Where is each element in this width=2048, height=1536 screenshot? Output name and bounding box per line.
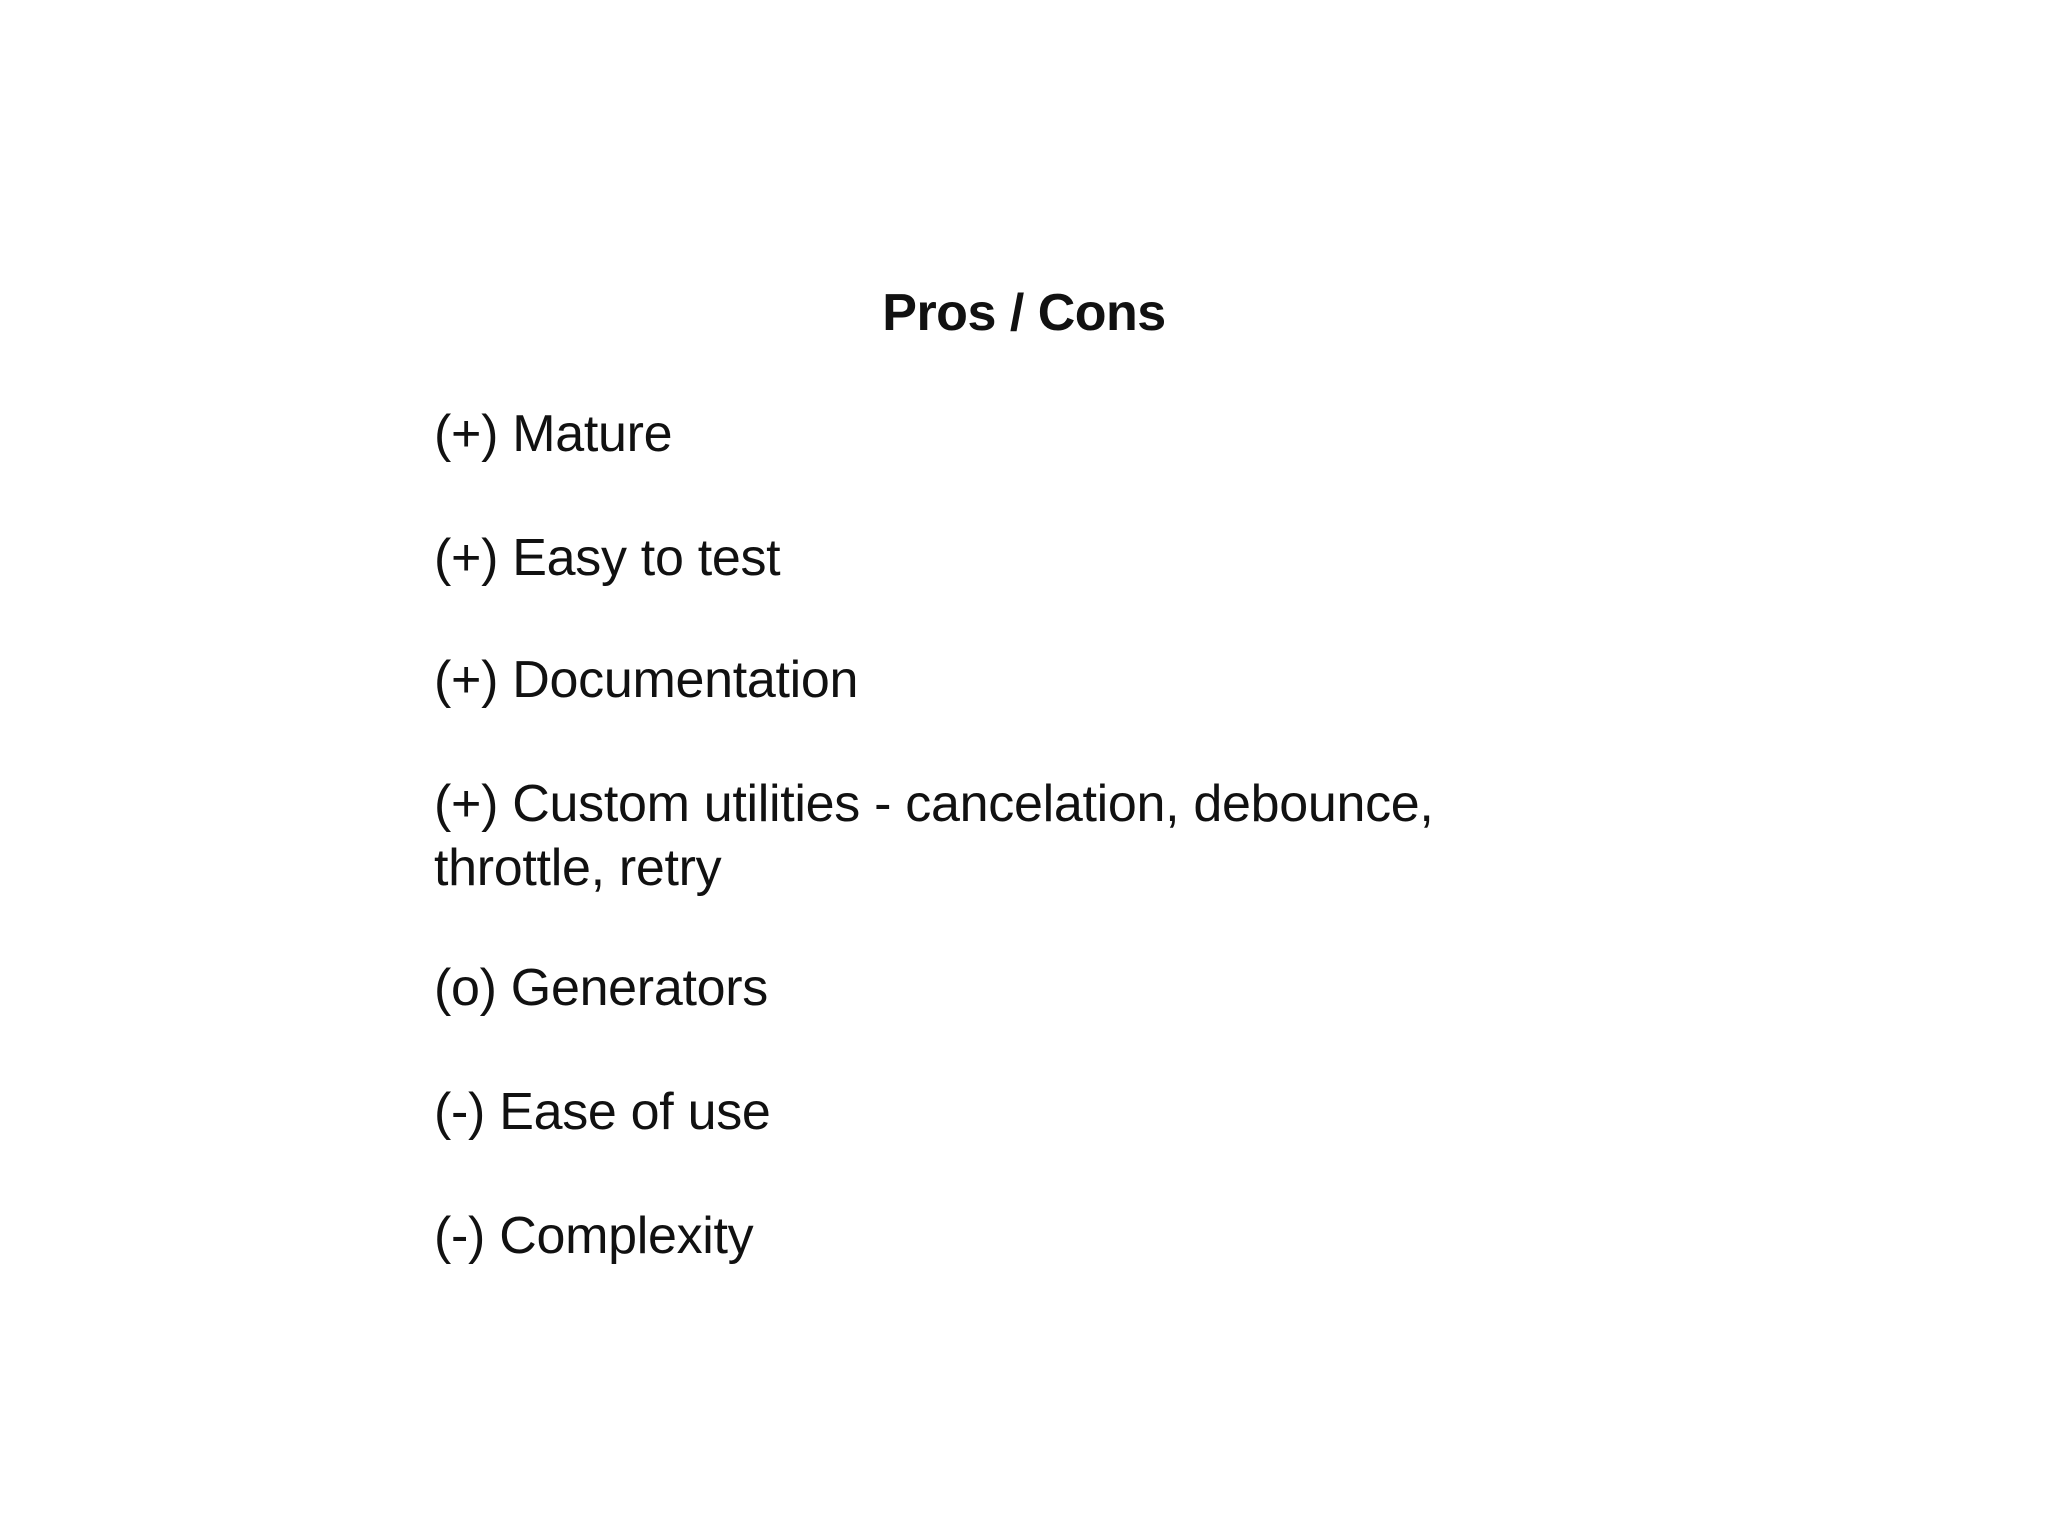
list-item-generators: (o) Generators [434, 959, 768, 1017]
slide-title: Pros / Cons [882, 284, 1166, 342]
list-item-documentation: (+) Documentation [434, 651, 859, 709]
list-item-easy-to-test: (+) Easy to test [434, 529, 781, 587]
list-item-ease-of-use: (-) Ease of use [434, 1083, 771, 1141]
list-item-custom-utilities: (+) Custom utilities - cancelation, debounce, throttle, retry [434, 775, 1434, 897]
list-item-mature: (+) Mature [434, 405, 673, 463]
list-item-complexity: (-) Complexity [434, 1207, 754, 1265]
